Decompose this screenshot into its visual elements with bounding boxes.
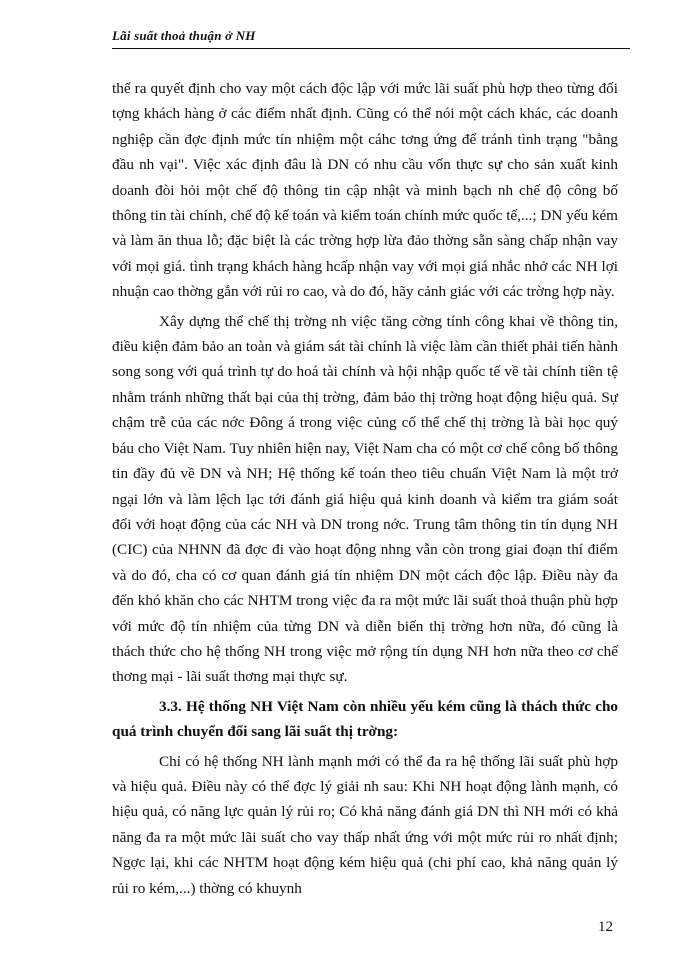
page-number: 12 (598, 919, 613, 935)
paragraph-market-institutions: Xây dựng thể chế thị trờng nh việc tăng cờng tính công khai về thông tin, điều kiện đảm bảo an toàn và giám sát tài chính là việc làm cần thiết phải tiến hành song song với quá trình tự do hoá tài chính và hội nhập quốc tế về tài chính tiền tệ nhằm tránh những thất bại của thị trờng, đảm bảo thị trờng hoạt động hiệu quả. Sự chậm trễ của các nớc Đông á trong việc củng cố thể chế thị trờng là bài học quý báu cho Việt Nam. Tuy nhiên hiện nay, Việt Nam cha có một cơ chế công bố thông tin đầy đủ về DN và NH; Hệ thống kế toán theo tiêu chuẩn Việt Nam là một trở ngại lớn và làm lệch lạc tới đánh giá hiệu quả kinh doanh và kiểm tra giám soát đối với hoạt động của các NH và DN trong nớc. Trung tâm thông tin tín dụng NH (CIC) của NHNN đã đợc đi vào hoạt động nhng vẫn còn trong giai đoạn thí điểm và do đó, cha có cơ quan đánh giá tín nhiệm DN một cách độc lập. Điều này đa đến khó khăn cho các NHTM trong việc đa ra một mức lãi suất thoả thuận phù hợp với mức độ tín nhiệm của từng DN và diễn biến thị trờng hơn nữa, đó cũng là thách thức cho hệ thống NH trong việc mở rộng tín dụng NH hơn nữa theo cơ chế thơng mại - lãi suất thơng mại thực sự. (112, 312, 618, 686)
paragraph-healthy-banking: Chỉ có hệ thống NH lành mạnh mới có thể đa ra hệ thống lãi suất phù hợp và hiệu quả. Điều này có thể đợc lý giải nh sau: Khi NH hoạt động lành mạnh, có hiệu quả, có năng lực quản lý rủi ro; Có khả năng đánh giá DN thì NH mới có khả năng đa ra một mức lãi suất cho vay thấp nhất ứng với một mức rủi ro nhất định; Ngợc lại, khi các NHTM hoạt động kém hiệu quả (chi phí cao, khả năng quản lý rủi ro kém,...) thờng có khuynh (112, 752, 618, 897)
body-text (112, 76, 618, 901)
page-header (112, 26, 630, 48)
section-heading-3-3: 3.3. Hệ thống NH Việt Nam còn nhiều yếu kém cũng là thách thức cho quá trình chuyển đổi sang lãi suất thị trờng: (112, 697, 618, 741)
header-rule (112, 48, 630, 49)
header-title: Lãi suất thoả thuận ở NH (112, 28, 256, 43)
paragraph-continuation: thể ra quyết định cho vay một cách độc lập với mức lãi suất phù hợp theo từng đối tợng khách hàng ở các điểm nhất định. Cũng có thể nói một cách khác, các doanh nghiệp cần đợc định mức tín nhiệm một cáhc tơng ứng để tránh tình trạng "bằng đầu nh vại". Việc xác định đâu là DN có nhu cầu vốn thực sự cho sản xuất kinh doanh đòi hỏi một chế độ thông tin cập nhật và minh bạch nh chế độ công bố thông tin tài chính, chế độ kế toán và kiểm toán chính mức quốc tế,...; DN yếu kém và làm ăn thua lỗ; đặc biệt là các trờng hợp lừa đảo thờng sẵn sàng chấp nhận vay với mọi giá. tình trạng khách hàng hcấp nhận vay với mọi giá nhắc nhở các NH lợi nhuận cao thờng gắn với rủi ro cao, và do đó, hãy cảnh giác với các trờng hợp này. (112, 80, 618, 301)
